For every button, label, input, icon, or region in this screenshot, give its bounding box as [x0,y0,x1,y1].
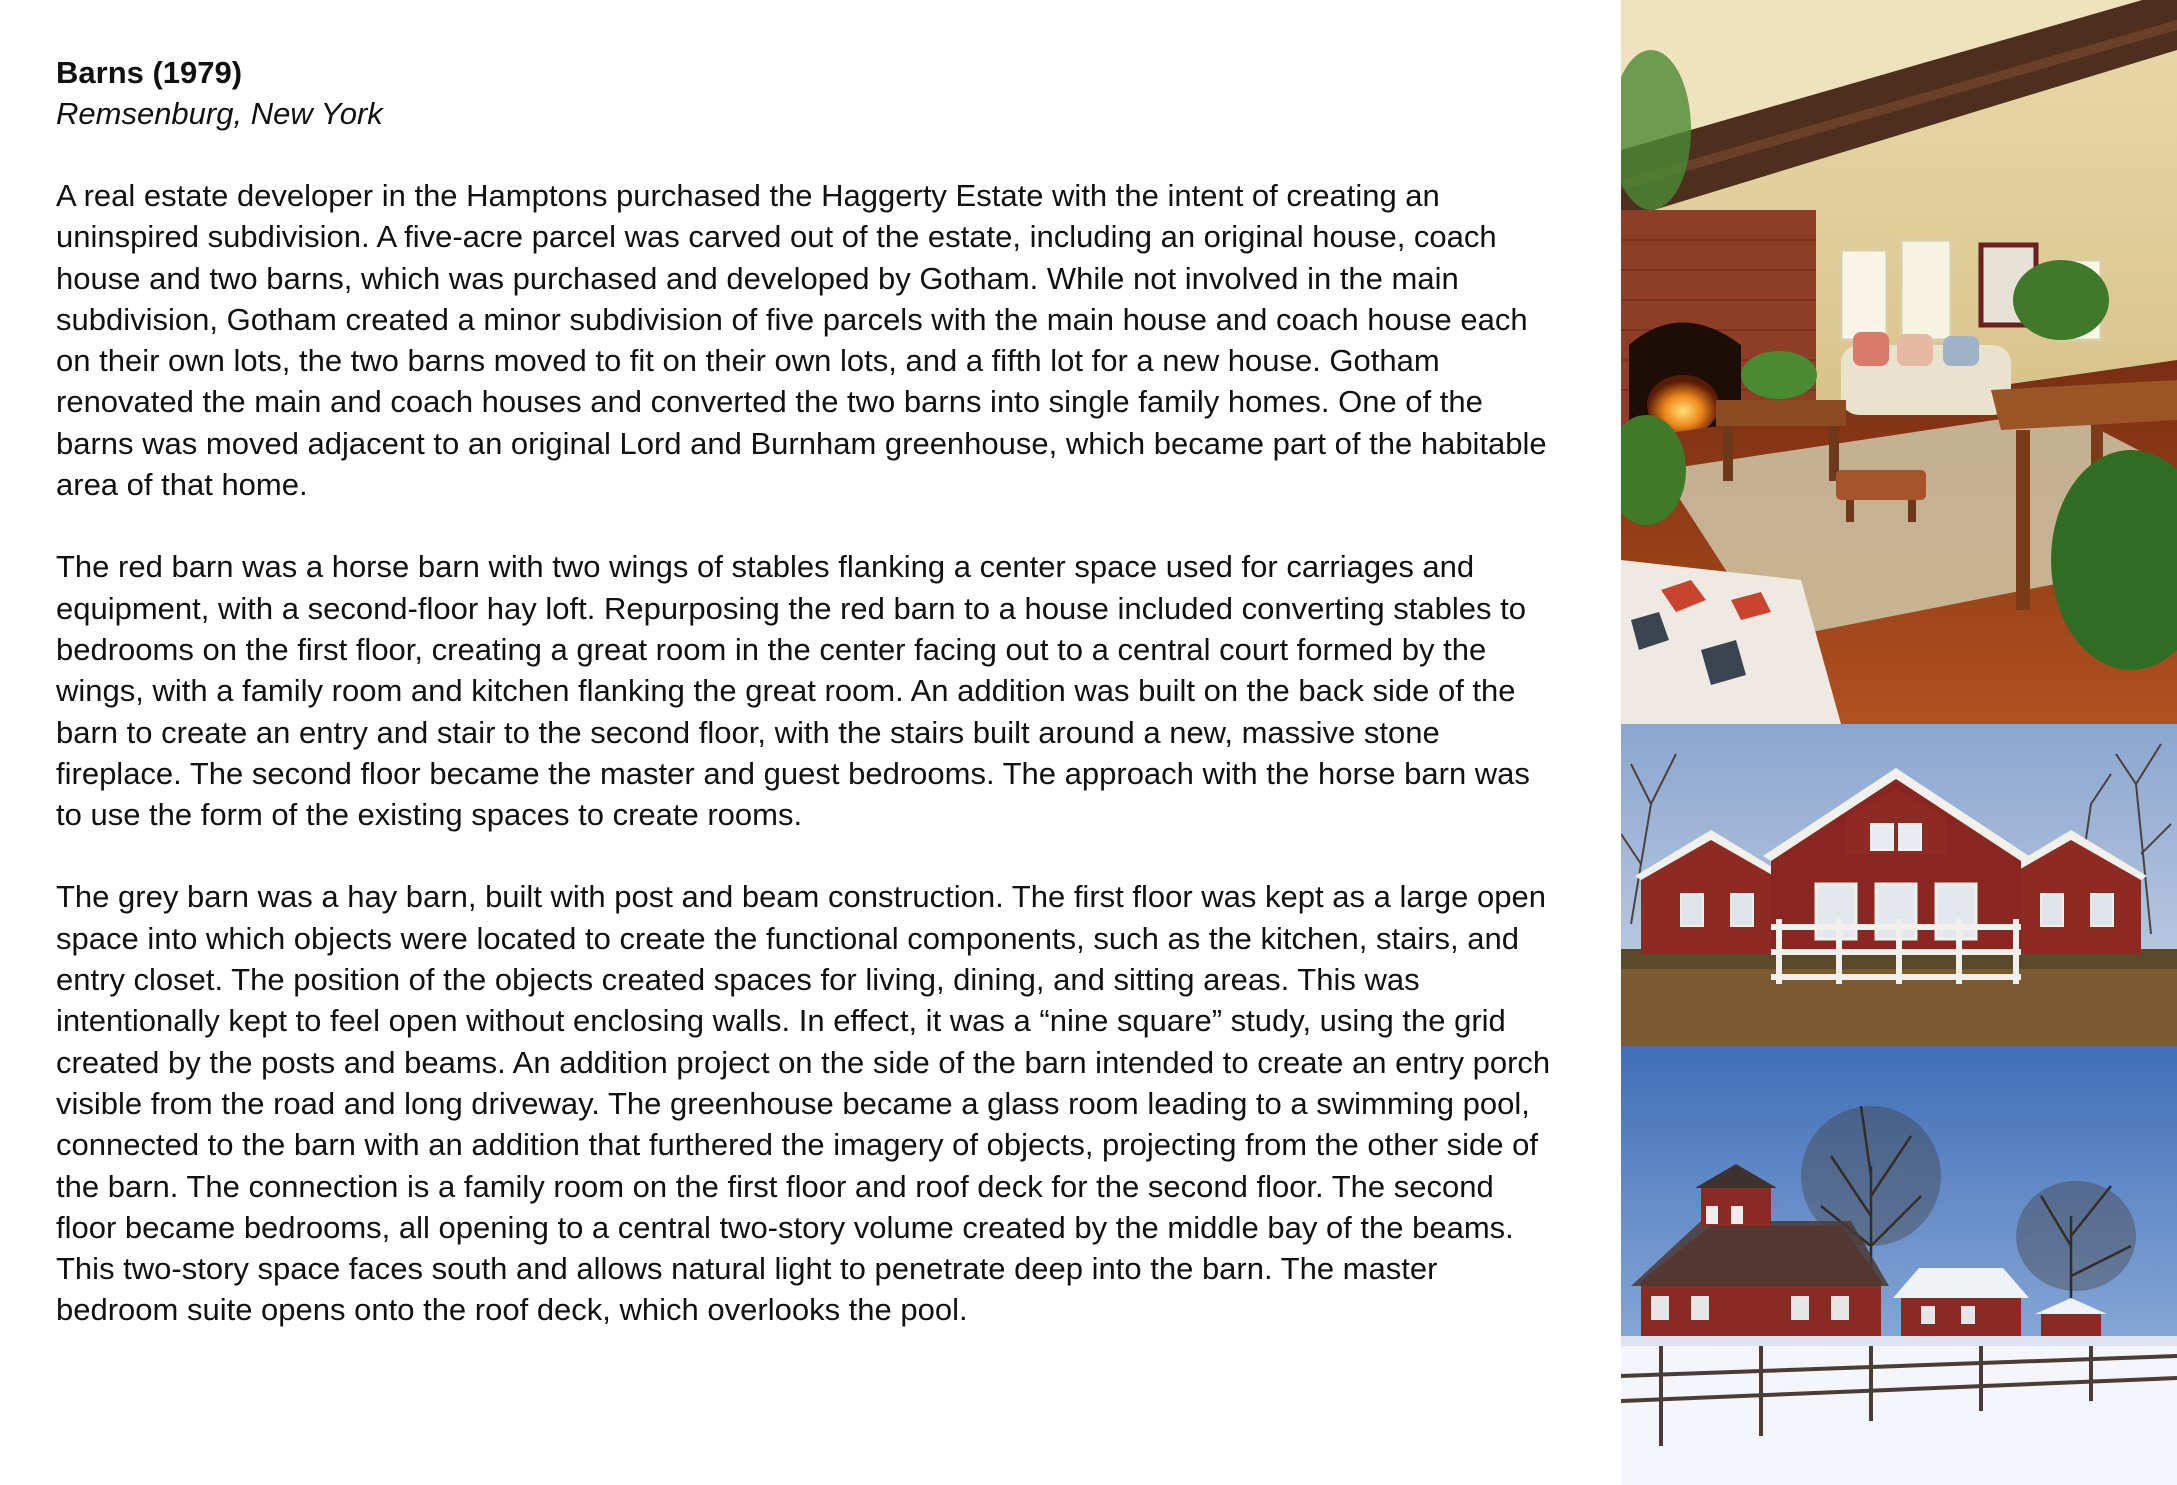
red-barn-photo [1621,724,2177,1046]
photo-column [1621,0,2177,1485]
project-description [56,52,1556,1331]
project-location: Remsenburg, New York [56,96,383,131]
project-title: Barns (1979) [56,55,243,90]
winter-grey-barn-photo [1621,1046,2177,1485]
paragraph-red-barn: The red barn was a horse barn with two wings of stables flanking a center space used for carriages and equipment, with a second-floor hay loft. Repurposing the red barn to a house included converting stables to bedrooms on the first floor, creating a great room in the center facing out to a central court formed by the wings, with a family room and kitchen flanking the great room. An addition was built on the back side of the barn to create an entry and stair to the second floor, with the stairs built around a new, massive stone fireplace. The second floor became the master and guest bedrooms. The approach with the horse barn was to use the form of the existing spaces to create rooms. [56,549,1530,833]
paragraph-overview: A real estate developer in the Hamptons purchased the Haggerty Estate with the intent of creating an uninspired subdivision. A five-acre parcel was carved out of the estate, including an original house, coach house and two barns, which was purchased and developed by Gotham. While not involved in the main subdivision, Gotham created a minor subdivision of five parcels with the main house and coach house each on their own lots, the two barns moved to fit on their own lots, and a fifth lot for a new house. Gotham renovated the main and coach houses and converted the two barns into single family homes. One of the barns was moved adjacent to an original Lord and Burnham greenhouse, which became part of the habitable area of that home. [56,178,1547,503]
paragraph-grey-barn: The grey barn was a hay barn, built with post and beam construction. The first floor was kept as a large open space into which objects were located to create the functional components, such as the kitchen, stairs, and entry closet. The position of the objects created spaces for living, dining, and sitting areas. This was intentionally kept to feel open without enclosing walls. In effect, it was a “nine square” study, using the grid created by the posts and beams. An addition project on the side of the barn intended to create an entry porch visible from the road and long driveway. The greenhouse became a glass room leading to a swimming pool, connected to the barn with an addition that furthered the imagery of objects, projecting from the other side of the barn. The connection is a family room on the first floor and roof deck for the second floor. The second floor became bedrooms, all opening to a central two-story volume created by the middle bay of the beams. This two-story space faces south and allows natural light to penetrate deep into the barn. The master bedroom suite opens onto the roof deck, which overlooks the pool. [56,879,1551,1328]
interior-living-room-photo [1621,0,2177,724]
